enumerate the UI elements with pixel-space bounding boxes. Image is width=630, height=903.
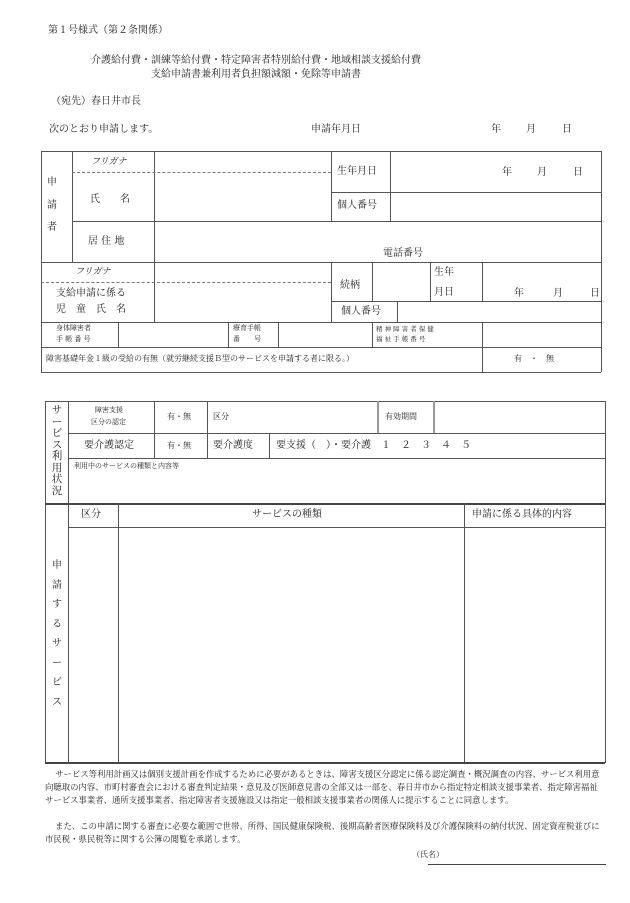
applicant-section-char: 申 — [47, 177, 57, 188]
applicant-birthdate-label: 生年月日 — [337, 166, 377, 177]
support-cert-label-line2: 区分の認定 — [91, 418, 126, 426]
mental-handbook-label-line2: 福 祉 手 帳 番 号 — [376, 335, 426, 343]
child-name-field[interactable] — [156, 284, 329, 321]
child-name-label-line2: 児 童 氏 名 — [56, 304, 126, 315]
grid-line — [118, 322, 119, 347]
applicant-furigana-field[interactable] — [156, 153, 329, 171]
grid-line — [464, 503, 465, 762]
applicant-section-char: 請 — [47, 200, 57, 211]
support-cert-yes-no[interactable]: 有・無 — [167, 412, 191, 421]
signature-line[interactable] — [428, 864, 606, 865]
grid-line — [331, 192, 601, 193]
consent-paragraph-2: また、この申請に関する審査に必要な範囲で世帯、所得、国民健康保険税、後期高齢者医療保険料及び介護保険料の納付状況、固定資産税並びに市民税・県民税等に関する公簿の閲覧を承諾します。 — [45, 821, 600, 844]
grid-line — [154, 401, 155, 458]
current-services-field[interactable] — [70, 472, 603, 502]
pension-yes-no-option[interactable]: 有 ・ 無 — [514, 354, 554, 363]
support-cert-label-line1: 障害支援 — [95, 406, 123, 414]
valid-period-field[interactable] — [436, 403, 604, 432]
table-border — [605, 401, 606, 763]
grid-line — [331, 151, 332, 221]
grid-line — [372, 322, 373, 347]
applicant-section-char: 者 — [47, 222, 57, 233]
column-header-details: 申請に係る具体的内容 — [472, 509, 572, 520]
applicant-birthdate-field[interactable] — [392, 153, 599, 191]
grid-line — [331, 262, 332, 322]
applicant-personal-number-label: 個人番号 — [337, 200, 377, 211]
child-birth-day-unit: 日 — [590, 288, 600, 299]
valid-period-label: 有効期間 — [385, 412, 417, 421]
grid-line — [397, 301, 398, 322]
child-furigana-divider — [41, 282, 331, 283]
child-birthdate-label-line1: 生年 — [434, 267, 454, 278]
mental-handbook-number-field[interactable] — [484, 324, 599, 346]
physical-handbook-label-line1: 身体障害者 — [56, 324, 91, 332]
form-title-line2: 支給申請書兼利用者負担額減額・免除等申請書 — [151, 69, 361, 80]
grid-line — [41, 347, 601, 348]
grid-line — [207, 401, 208, 458]
table-border — [45, 762, 605, 764]
care-cert-label: 要介護認定 — [84, 440, 134, 451]
support-category-field[interactable] — [235, 403, 375, 432]
grid-line — [68, 401, 69, 763]
grid-line — [154, 151, 155, 322]
grid-line — [269, 433, 270, 458]
physical-handbook-number-field[interactable] — [120, 324, 227, 346]
application-day-unit: 日 — [562, 124, 572, 135]
table-border — [601, 151, 602, 372]
applicant-birth-year-unit: 年 — [502, 167, 512, 178]
child-birth-year-unit: 年 — [514, 288, 524, 299]
applicant-birth-day-unit: 日 — [573, 167, 583, 178]
child-personal-number-field[interactable] — [399, 303, 599, 321]
grid-line — [72, 151, 73, 262]
grid-line — [482, 262, 483, 301]
form-number: 第１号様式（第２条関係） — [48, 25, 168, 36]
furigana-divider — [72, 172, 331, 173]
applicant-name-field[interactable] — [156, 174, 329, 220]
signature-label: （氏名） — [412, 850, 444, 859]
care-level-options[interactable]: 要支援（ ）・要介護 １ ２ ３ ４ ５ — [276, 440, 471, 451]
child-personal-number-label: 個人番号 — [341, 306, 381, 317]
child-birthdate-field[interactable] — [484, 264, 599, 300]
requested-category-field[interactable] — [70, 529, 117, 761]
grid-line — [390, 151, 391, 221]
child-birthdate-label-line2: 月日 — [434, 287, 454, 298]
column-header-service-type: サービスの種類 — [252, 509, 322, 520]
application-date-label: 申請年月日 — [311, 124, 361, 135]
applicant-birth-month-unit: 月 — [537, 167, 547, 178]
applicant-personal-number-field[interactable] — [392, 194, 599, 220]
physical-handbook-label-line2: 手 帳 番 号 — [56, 335, 91, 343]
grid-line — [372, 262, 373, 301]
requested-details-field[interactable] — [466, 529, 604, 761]
ryoiku-handbook-label-line1: 療育手帳 — [233, 324, 261, 332]
addressee: （宛先）春日井市長 — [51, 96, 141, 107]
grid-line — [278, 322, 279, 347]
application-date-field[interactable] — [406, 125, 466, 137]
grid-line — [41, 262, 601, 263]
consent-paragraph-1: サービス等利用計画又は個別支援計画を作成するために必要があるときは、障害支援区分認定に係る認定調査・概況調査の内容、サービス利用意向聴取の内容、市町村審査会における審査判定結果・意見及び医師意見書の全部又は一部を、春日井市から指定特定相談支援事業者、指定障害福祉サービス事業者、通所支援事業者、指定障害者支援施設又は指定一般相談支援事業者の関係人に提示することに同意します。 — [45, 769, 600, 805]
table-border — [41, 372, 601, 373]
child-relation-field[interactable] — [374, 264, 429, 300]
child-birth-month-unit: 月 — [553, 288, 563, 299]
requested-service-type-field[interactable] — [120, 529, 463, 761]
child-furigana-label: フリガナ — [75, 267, 111, 277]
grid-line — [45, 503, 605, 505]
child-relation-label: 続柄 — [340, 280, 360, 291]
service-usage-section-label: サービス利用状況 — [51, 404, 63, 497]
applicant-furigana-label: フリガナ — [91, 157, 127, 167]
requested-services-section-label: 申請するサービス — [52, 560, 62, 708]
table-border — [41, 151, 601, 152]
grid-line — [72, 221, 601, 222]
care-level-label: 要介護度 — [213, 440, 253, 451]
grid-line — [430, 262, 431, 301]
form-title-line1: 介護給付費・訓練等給付費・特定障害者特別給付費・地域相談支援給付費 — [91, 55, 421, 66]
applicant-address-field[interactable] — [156, 223, 599, 261]
ryoiku-handbook-label-line2: 番 号 — [233, 335, 261, 343]
pension-question: 障害基礎年金１級の受給の有無（就労継続支援Ｂ型のサービスを申請する者に限る。） — [46, 354, 354, 363]
applicant-address-label: 居 住 地 — [88, 236, 125, 247]
applicant-phone-label: 電話番号 — [383, 248, 423, 259]
application-year-unit: 年 — [491, 124, 501, 135]
grid-line — [377, 401, 379, 433]
intro-text: 次のとおり申請します。 — [49, 124, 159, 135]
application-month-unit: 月 — [526, 124, 536, 135]
care-cert-yes-no[interactable]: 有・無 — [167, 441, 191, 450]
table-border — [45, 401, 46, 763]
child-furigana-field[interactable] — [156, 264, 329, 281]
column-header-category: 区分 — [81, 509, 101, 520]
grid-line — [68, 458, 605, 459]
applicant-name-label: 氏 名 — [90, 194, 130, 205]
support-category-label: 区分 — [213, 412, 229, 421]
grid-line — [228, 322, 229, 347]
grid-line — [331, 301, 601, 302]
grid-line — [433, 401, 435, 433]
ryoiku-handbook-number-field[interactable] — [280, 324, 371, 346]
grid-line — [41, 322, 601, 323]
current-services-label: 利用中のサービスの種類と内容等 — [74, 462, 179, 470]
mental-handbook-label-line1: 精 神 障 害 者 保 健 — [376, 325, 434, 333]
table-border — [45, 401, 605, 402]
grid-line — [68, 433, 605, 434]
child-name-label-line1: 支給申請に係る — [56, 288, 126, 299]
grid-line — [118, 503, 119, 762]
grid-line — [68, 527, 605, 528]
